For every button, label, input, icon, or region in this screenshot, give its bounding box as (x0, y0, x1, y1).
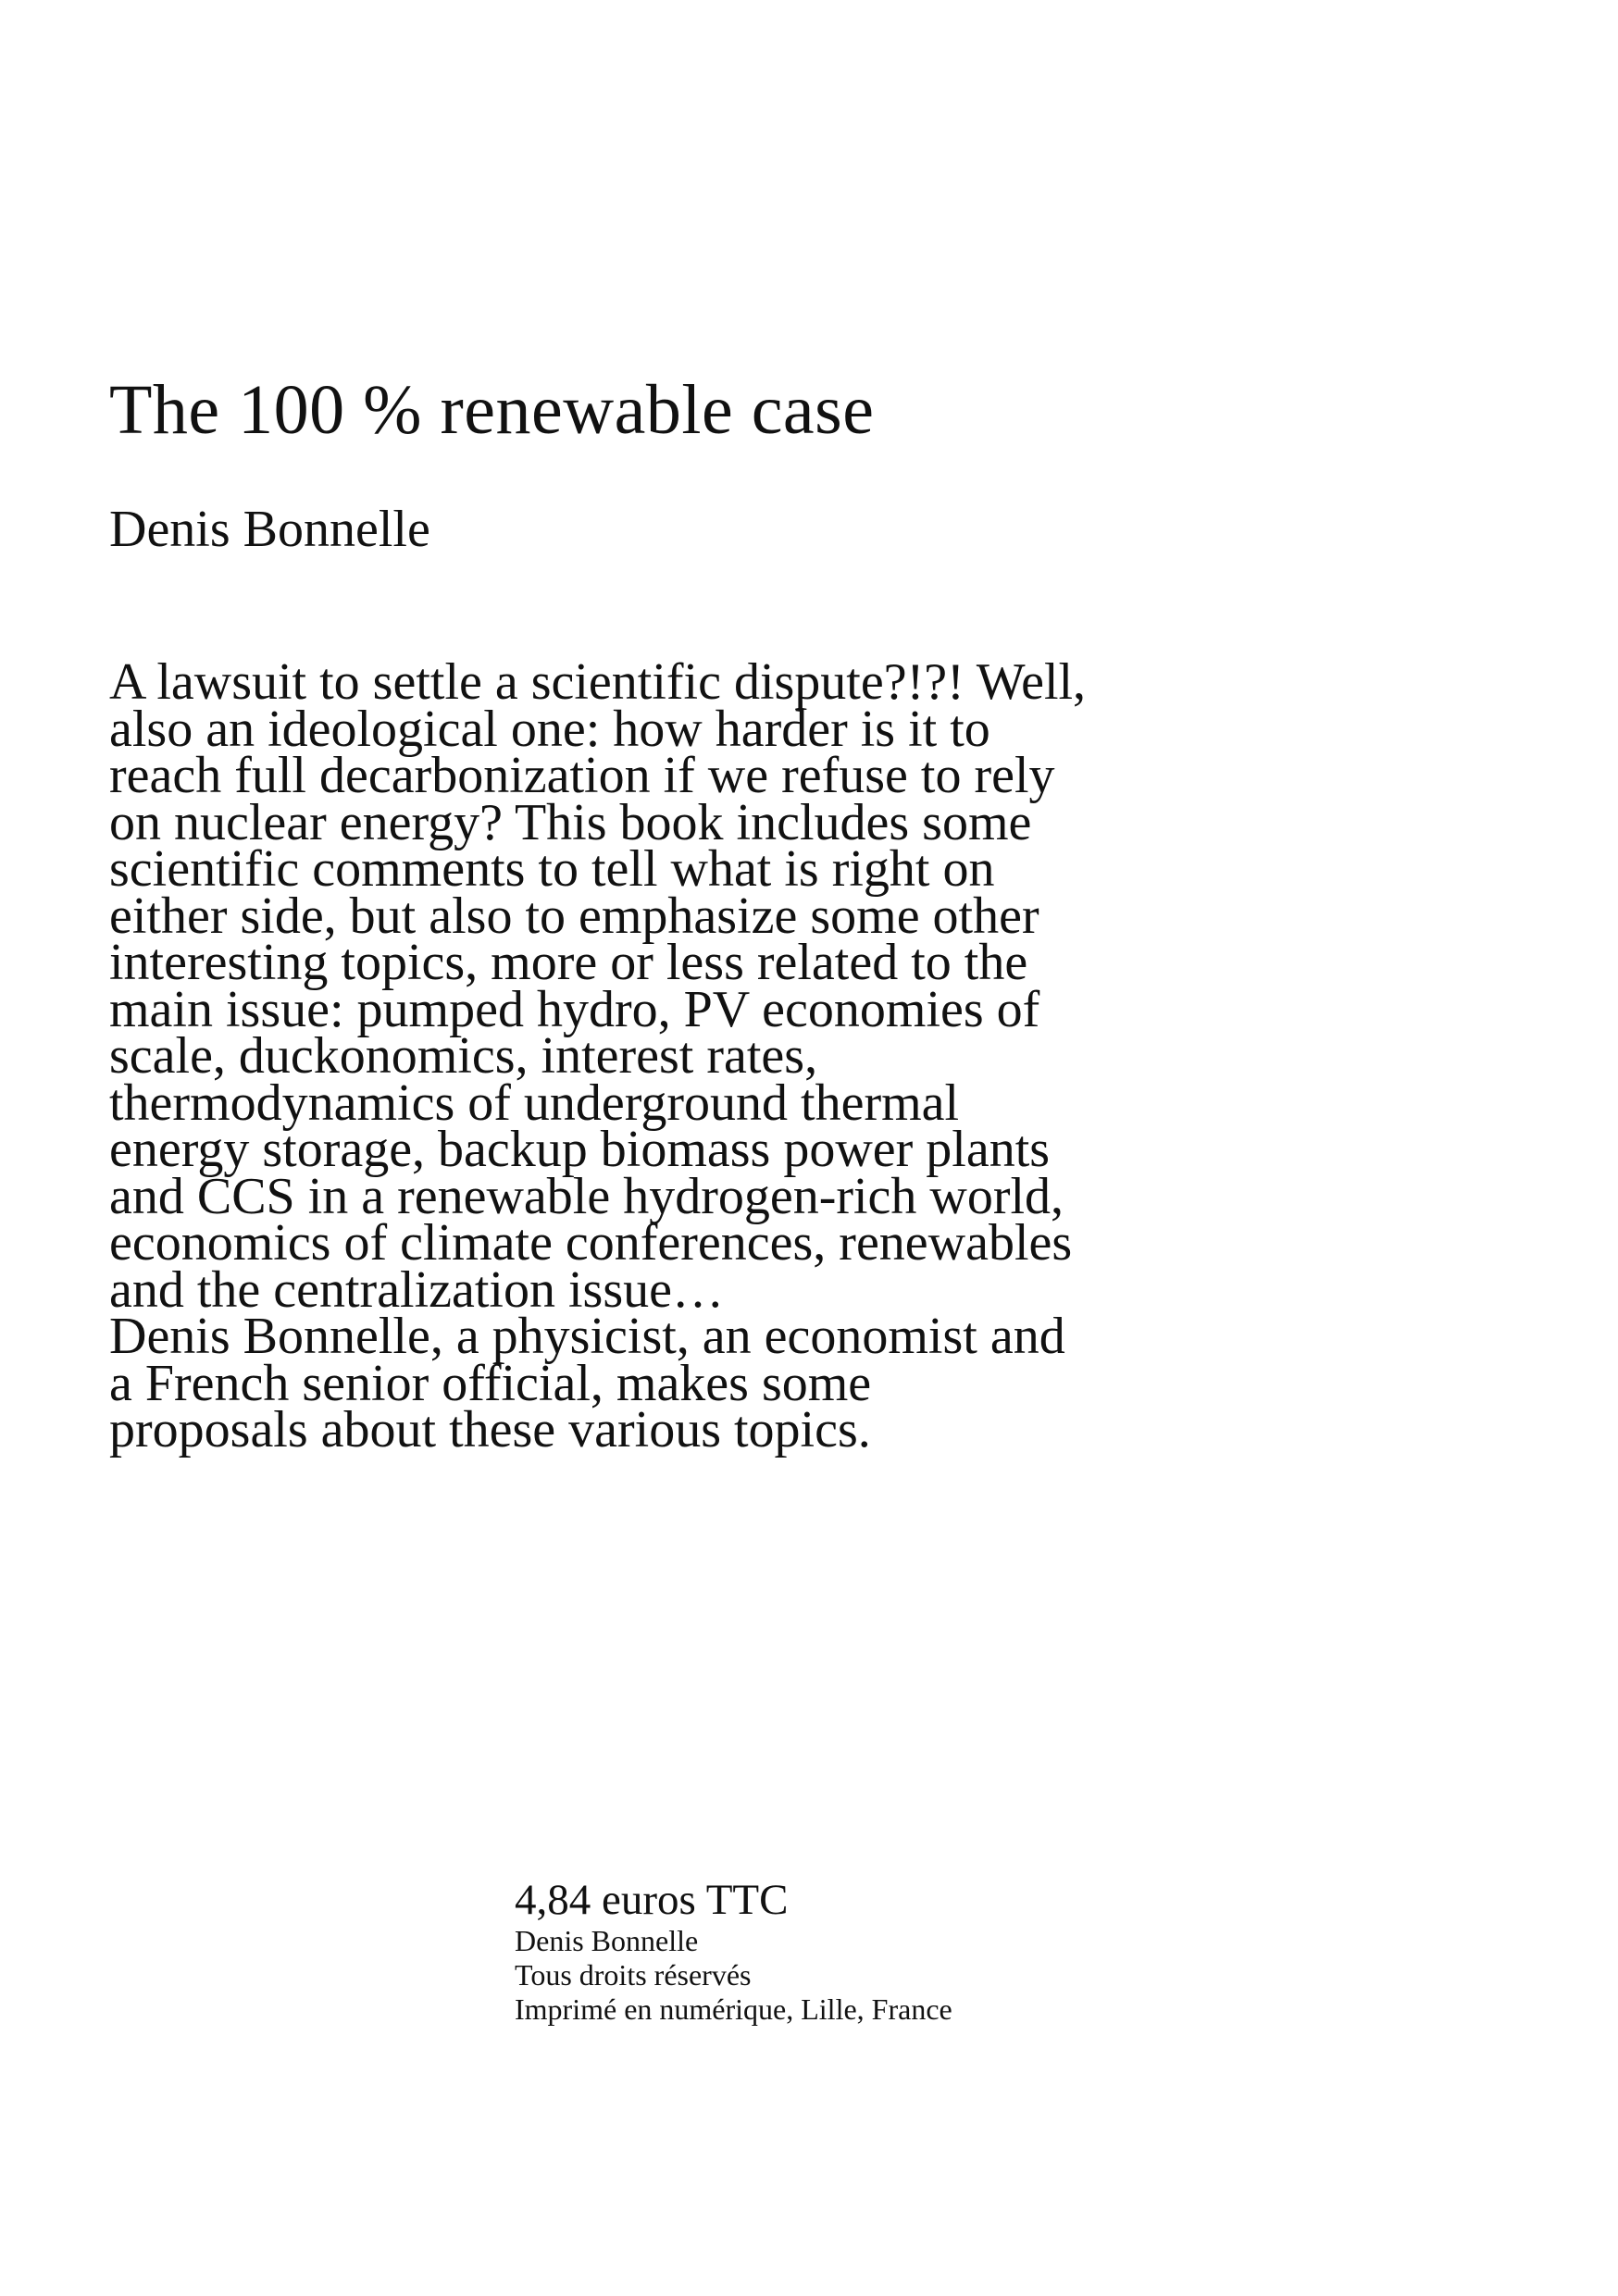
price-label: 4,84 euros TTC (515, 1876, 789, 1924)
publisher-name: Denis Bonnelle (515, 1924, 699, 1957)
blurb-line: proposals about these various topics. (109, 1401, 871, 1458)
blurb-line: economics of climate conferences, renewables (109, 1214, 1073, 1272)
blurb-line: also an ideological one: how harder is it to (109, 700, 990, 758)
book-blurb (109, 653, 1087, 1458)
blurb-line: Denis Bonnelle, a physicist, an economist and (109, 1308, 1065, 1365)
blurb-line: either side, but also to emphasize some other (109, 887, 1039, 945)
printing-info: Imprimé en numérique, Lille, France (515, 1992, 952, 2026)
blurb-line: scale, duckonomics, interest rates, (109, 1027, 818, 1085)
blurb-line: scientific comments to tell what is right on (109, 840, 995, 898)
book-title: The 100 % renewable case (109, 371, 875, 449)
blurb-line: and CCS in a renewable hydrogen-rich world, (109, 1167, 1064, 1225)
rights-notice: Tous droits réservés (515, 1958, 752, 1992)
blurb-line: energy storage, backup biomass power plants (109, 1121, 1051, 1178)
blurb-line: reach full decarbonization if we refuse to rely (109, 747, 1055, 804)
blurb-line: thermodynamics of underground thermal (109, 1074, 960, 1132)
blurb-line: main issue: pumped hydro, PV economies of (109, 980, 1040, 1038)
blurb-line: and the centralization issue… (109, 1260, 724, 1319)
book-author: Denis Bonnelle (109, 501, 430, 558)
blurb-line: A lawsuit to settle a scientific dispute?!?! Well, (109, 653, 1087, 711)
blurb-line: a French senior official, makes some (109, 1354, 872, 1412)
blurb-line: interesting topics, more or less related to the (109, 934, 1028, 991)
colophon (515, 1876, 952, 2027)
blurb-line: on nuclear energy? This book includes some (109, 793, 1032, 851)
